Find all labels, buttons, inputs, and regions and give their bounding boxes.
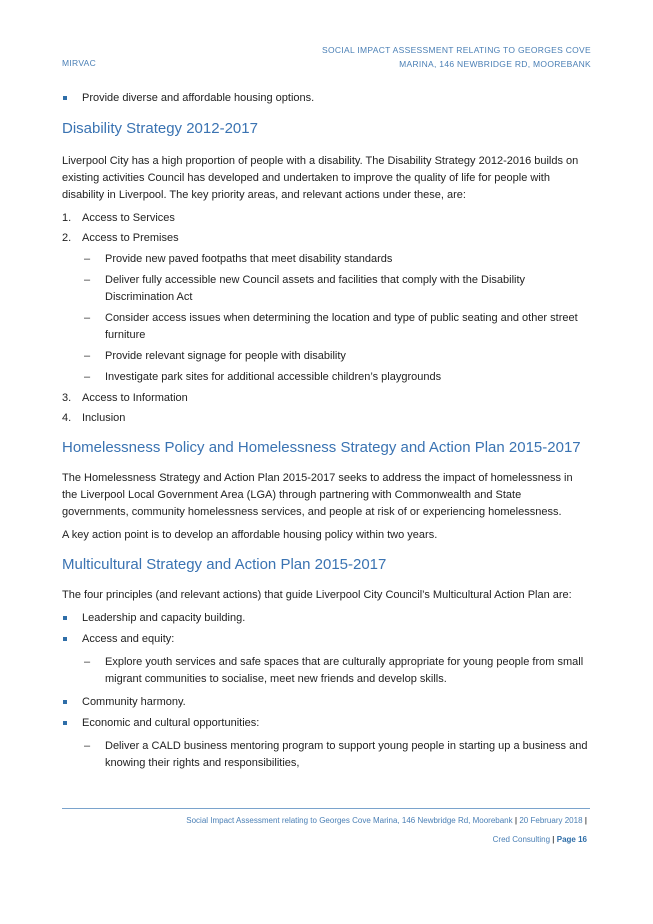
- sub-list-item: – Deliver a CALD business mentoring program to support young people in starting up a business and knowing their rights and responsibilities,: [84, 740, 588, 769]
- section-heading-disability: Disability Strategy 2012-2017: [62, 120, 258, 137]
- numbered-item: 4. Inclusion: [62, 412, 126, 424]
- sub-list-item: – Consider access issues when determining the location and type of public seating and other street furniture: [84, 312, 578, 341]
- section-heading-homelessness: Homelessness Policy and Homelessness Strategy and Action Plan 2015-2017: [62, 439, 581, 456]
- dash-bullet-icon: –: [84, 253, 91, 265]
- header-company: MIRVAC: [62, 58, 97, 68]
- dash-bullet-icon: –: [84, 740, 91, 752]
- paragraph: A key action point is to develop an affordable housing policy within two years.: [62, 529, 438, 541]
- list-item: Leadership and capacity building.: [62, 610, 590, 627]
- sub-list-item: – Deliver fully accessible new Council assets and facilities that comply with the Disability Discrimination Act: [84, 274, 526, 303]
- list-item: Access and equity:: [62, 631, 590, 648]
- square-bullet-icon: [63, 616, 67, 620]
- footer-rule: [62, 808, 590, 809]
- numbered-item: 1. Access to Services: [62, 212, 175, 224]
- section-heading-multicultural: Multicultural Strategy and Action Plan 2015-2017: [62, 556, 387, 573]
- paragraph: The Homelessness Strategy and Action Plan 2015-2017 seeks to address the impact of homelessness in the Liverpool Local Government Area (LGA) through partnering with Commonwealth and State governments, community homelessness services, and people at risk of or experiencing homelessness.: [62, 472, 573, 518]
- sub-list-item: – Explore youth services and safe spaces that are culturally appropriate for young people from small migrant communities to socialise, meet new friends and develop skills.: [84, 656, 584, 685]
- square-bullet-icon: [63, 721, 67, 725]
- dash-bullet-icon: –: [84, 371, 91, 383]
- numbered-item: 3. Access to Information: [62, 392, 188, 404]
- dash-bullet-icon: –: [84, 656, 91, 668]
- square-bullet-icon: [63, 700, 67, 704]
- sub-list-item: – Provide new paved footpaths that meet disability standards: [62, 251, 590, 268]
- sub-list-item: – Investigate park sites for additional accessible children’s playgrounds: [62, 369, 590, 386]
- dash-bullet-icon: –: [84, 312, 91, 324]
- numbered-item: 2. Access to Premises: [62, 232, 179, 244]
- header-title: [322, 44, 591, 71]
- footer-line2: Cred Consulting | Page 16: [492, 835, 587, 844]
- dash-bullet-icon: –: [84, 274, 91, 286]
- paragraph: The four principles (and relevant actions) that guide Liverpool City Council’s Multicultural Action Plan are:: [62, 589, 572, 601]
- dash-bullet-icon: –: [84, 350, 91, 362]
- list-item: Community harmony.: [62, 694, 590, 711]
- page-number: Page 16: [556, 835, 587, 844]
- sub-list-item: – Provide relevant signage for people with disability: [62, 348, 590, 365]
- square-bullet-icon: [63, 637, 67, 641]
- paragraph: Liverpool City has a high proportion of people with a disability. The Disability Strategy 2012-2016 builds on existing activities Council has developed and undertaken to improve the quality of life for people with disability in Liverpool. The key priority areas, and relevant actions under these, are:: [62, 155, 579, 201]
- square-bullet-icon: [63, 96, 67, 100]
- header-title-line2: MARINA, 146 NEWBRIDGE RD, MOOREBANK: [399, 58, 591, 69]
- footer-line1: Social Impact Assessment relating to Georges Cove Marina, 146 Newbridge Rd, Moorebank | 20 February 2018 |: [186, 816, 587, 825]
- list-item: Provide diverse and affordable housing options.: [62, 90, 590, 107]
- header-title-line1: SOCIAL IMPACT ASSESSMENT RELATING TO GEORGES COVE: [322, 45, 591, 55]
- list-item: Economic and cultural opportunities:: [62, 715, 590, 732]
- page-content: [62, 90, 590, 772]
